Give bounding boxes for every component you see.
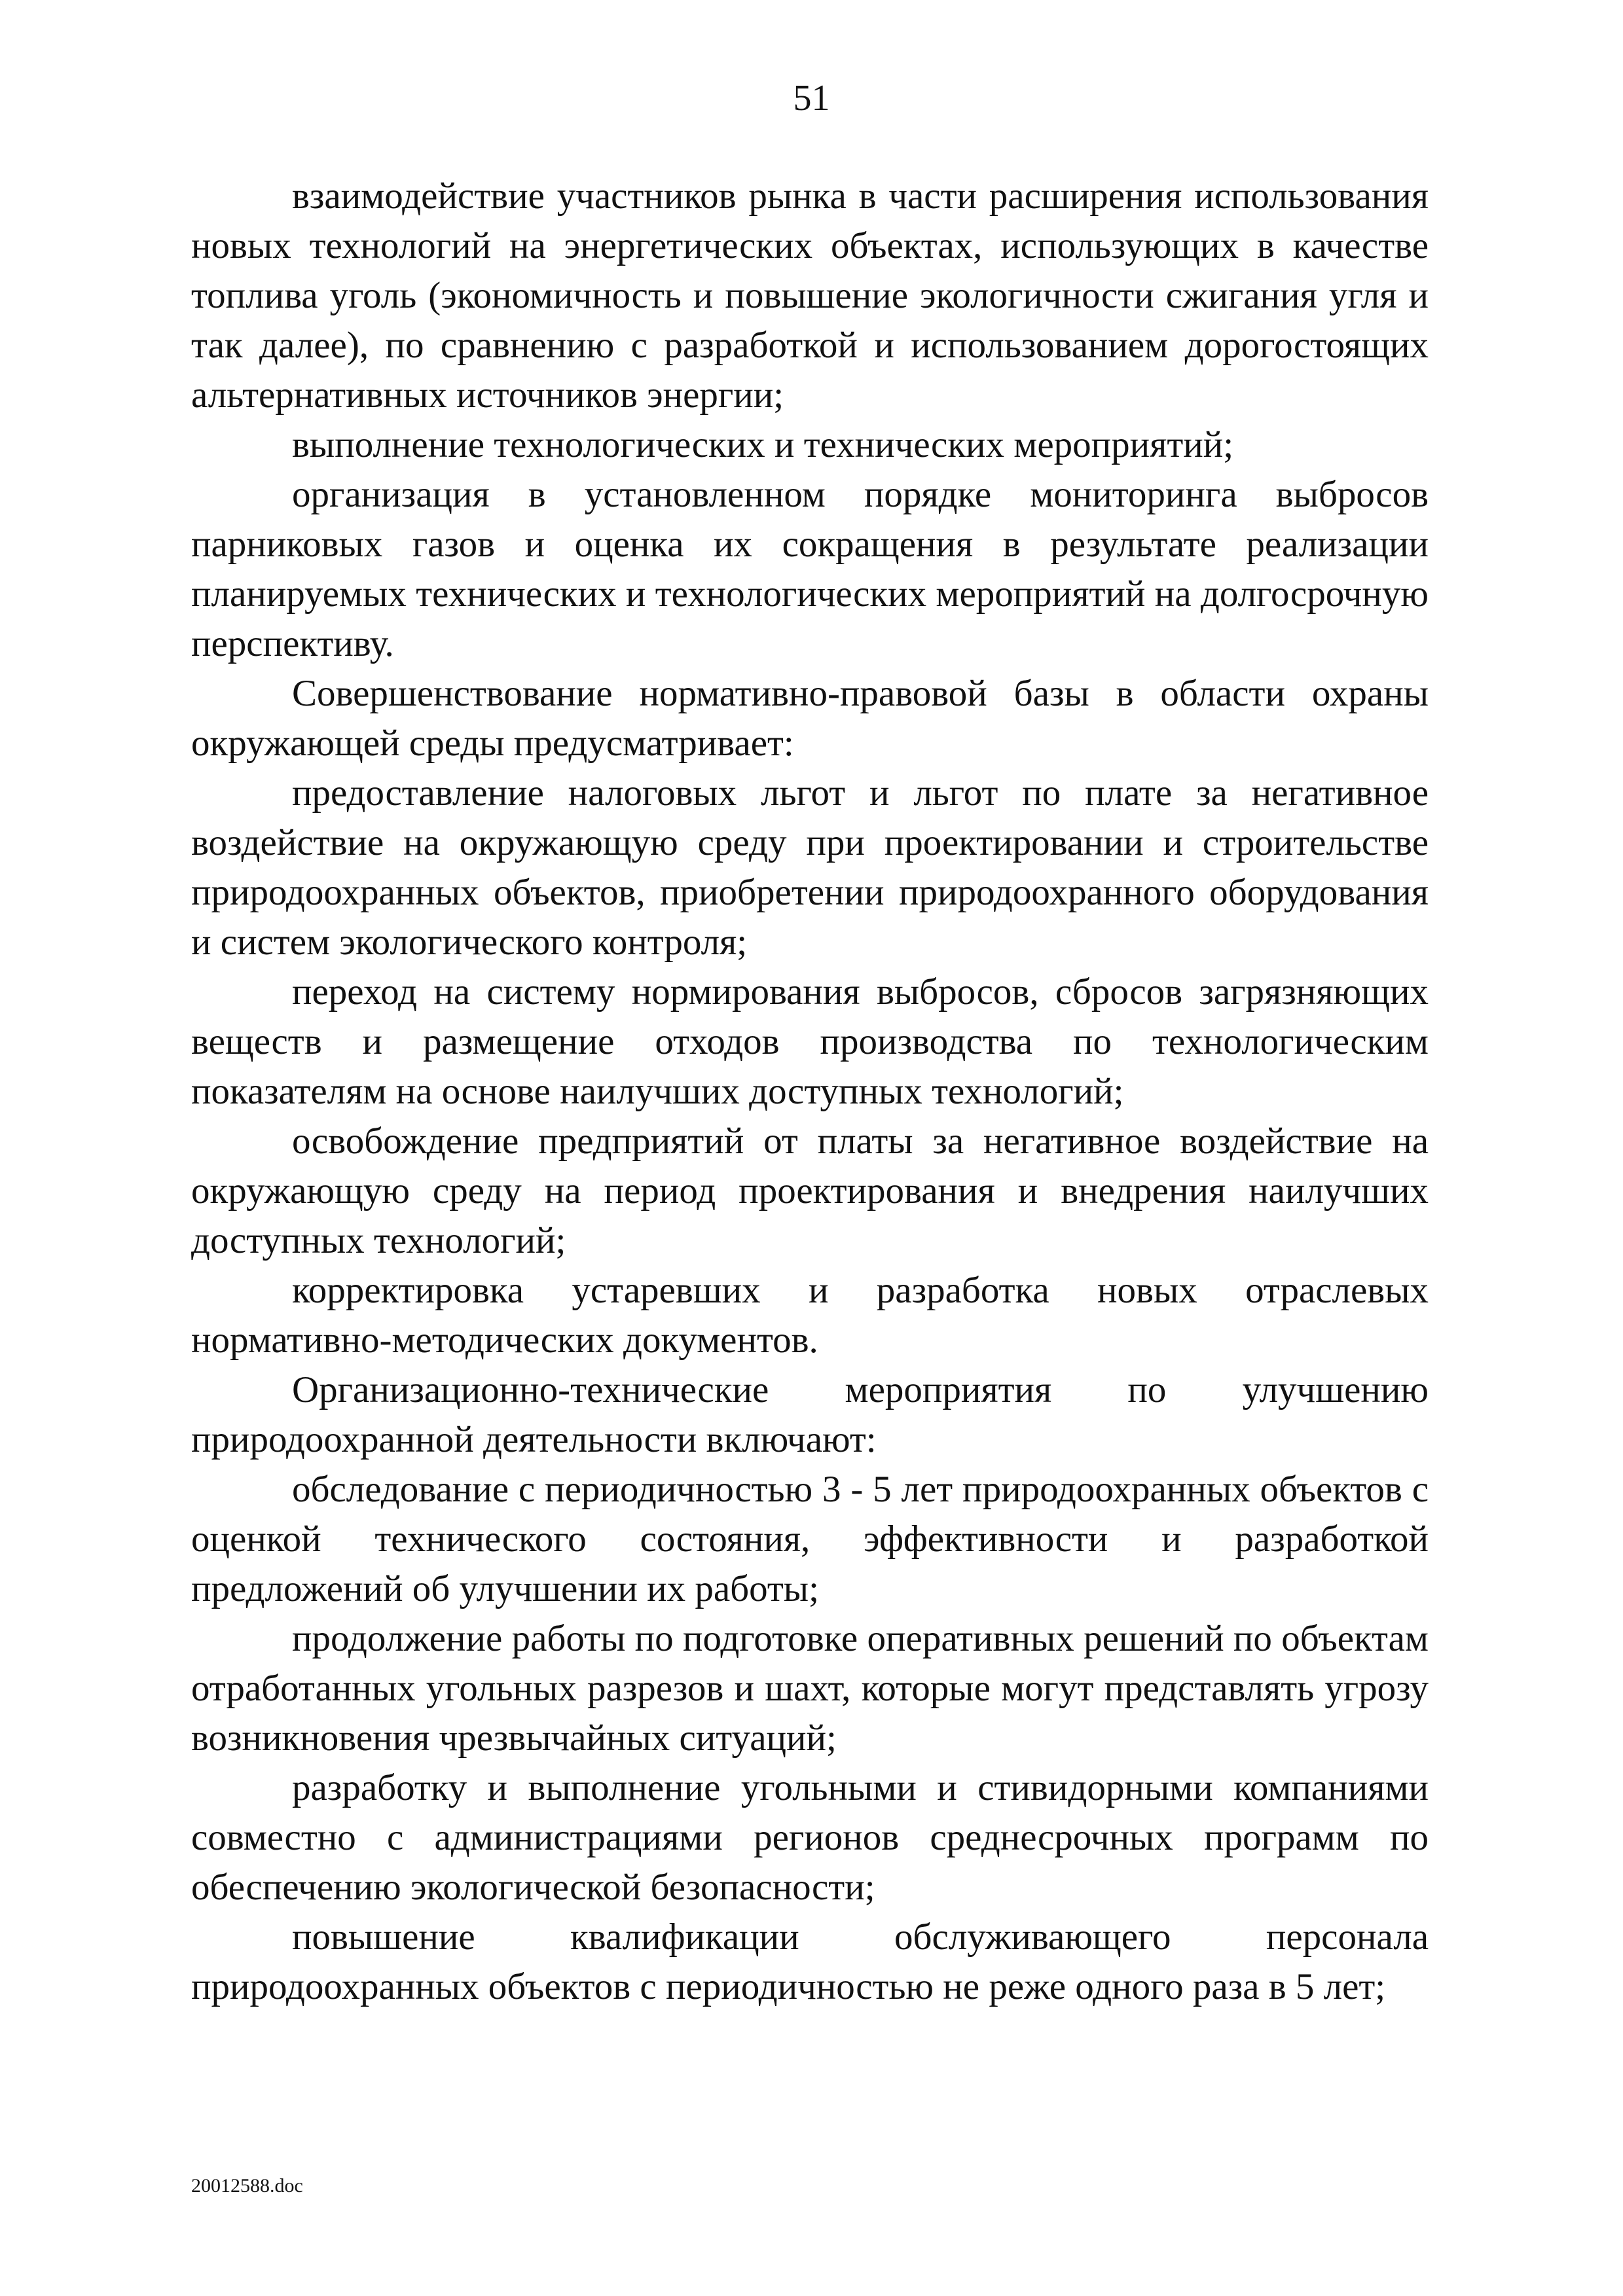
paragraph: переход на систему нормирования выбросов, сбросов загрязняющих веществ и размещение отходов производства по технологическим показателям на основе наилучших доступных технологий; xyxy=(191,971,1429,1112)
paragraph: предоставление налоговых льгот и льгот по плате за негативное воздействие на окружающую среду при проектировании и строительстве природоохранных объектов, приобретении природоохранного оборудования и систем экологического контроля; xyxy=(191,772,1429,963)
paragraph: освобождение предприятий от платы за негативное воздействие на окружающую среду на период проектирования и внедрения наилучших доступных технологий; xyxy=(191,1121,1429,1261)
document-body xyxy=(191,171,1429,2012)
footer-filename: 20012588.doc xyxy=(191,2175,303,2197)
paragraph: корректировка устаревших и разработка новых отраслевых нормативно-методических документов. xyxy=(191,1270,1429,1361)
paragraph: продолжение работы по подготовке оперативных решений по объектам отработанных угольных разрезов и шахт, которые могут представлять угрозу возникновения чрезвычайных ситуаций; xyxy=(191,1618,1429,1759)
page-number: 51 xyxy=(793,78,830,118)
paragraph: разработку и выполнение угольными и стивидорными компаниями совместно с администрациями регионов среднесрочных программ по обеспечению экологической безопасности; xyxy=(191,1767,1429,1908)
paragraph: организация в установленном порядке мониторинга выбросов парниковых газов и оценка их сокращения в результате реализации планируемых технических и технологических мероприятий на долгосрочную перспективу. xyxy=(191,474,1429,664)
paragraph: повышение квалификации обслуживающего персонала природоохранных объектов с периодичностью не реже одного раза в 5 лет; xyxy=(191,1916,1429,2007)
paragraph: Организационно-технические мероприятия по улучшению природоохранной деятельности включают: xyxy=(191,1369,1429,1460)
paragraph: Совершенствование нормативно-правовой базы в области охраны окружающей среды предусматривает: xyxy=(191,673,1429,764)
paragraph: взаимодействие участников рынка в части расширения использования новых технологий на энергетических объектах, использующих в качестве топлива уголь (экономичность и повышение экологичности сжигания угля и так далее), по сравнению с разработкой и использованием дорогостоящих альтернативных источников энергии; xyxy=(191,175,1429,416)
paragraph: обследование с периодичностью 3 - 5 лет природоохранных объектов с оценкой технического состояния, эффективности и разработкой предложений об улучшении их работы; xyxy=(191,1469,1429,1609)
paragraph: выполнение технологических и технических мероприятий; xyxy=(292,424,1234,465)
